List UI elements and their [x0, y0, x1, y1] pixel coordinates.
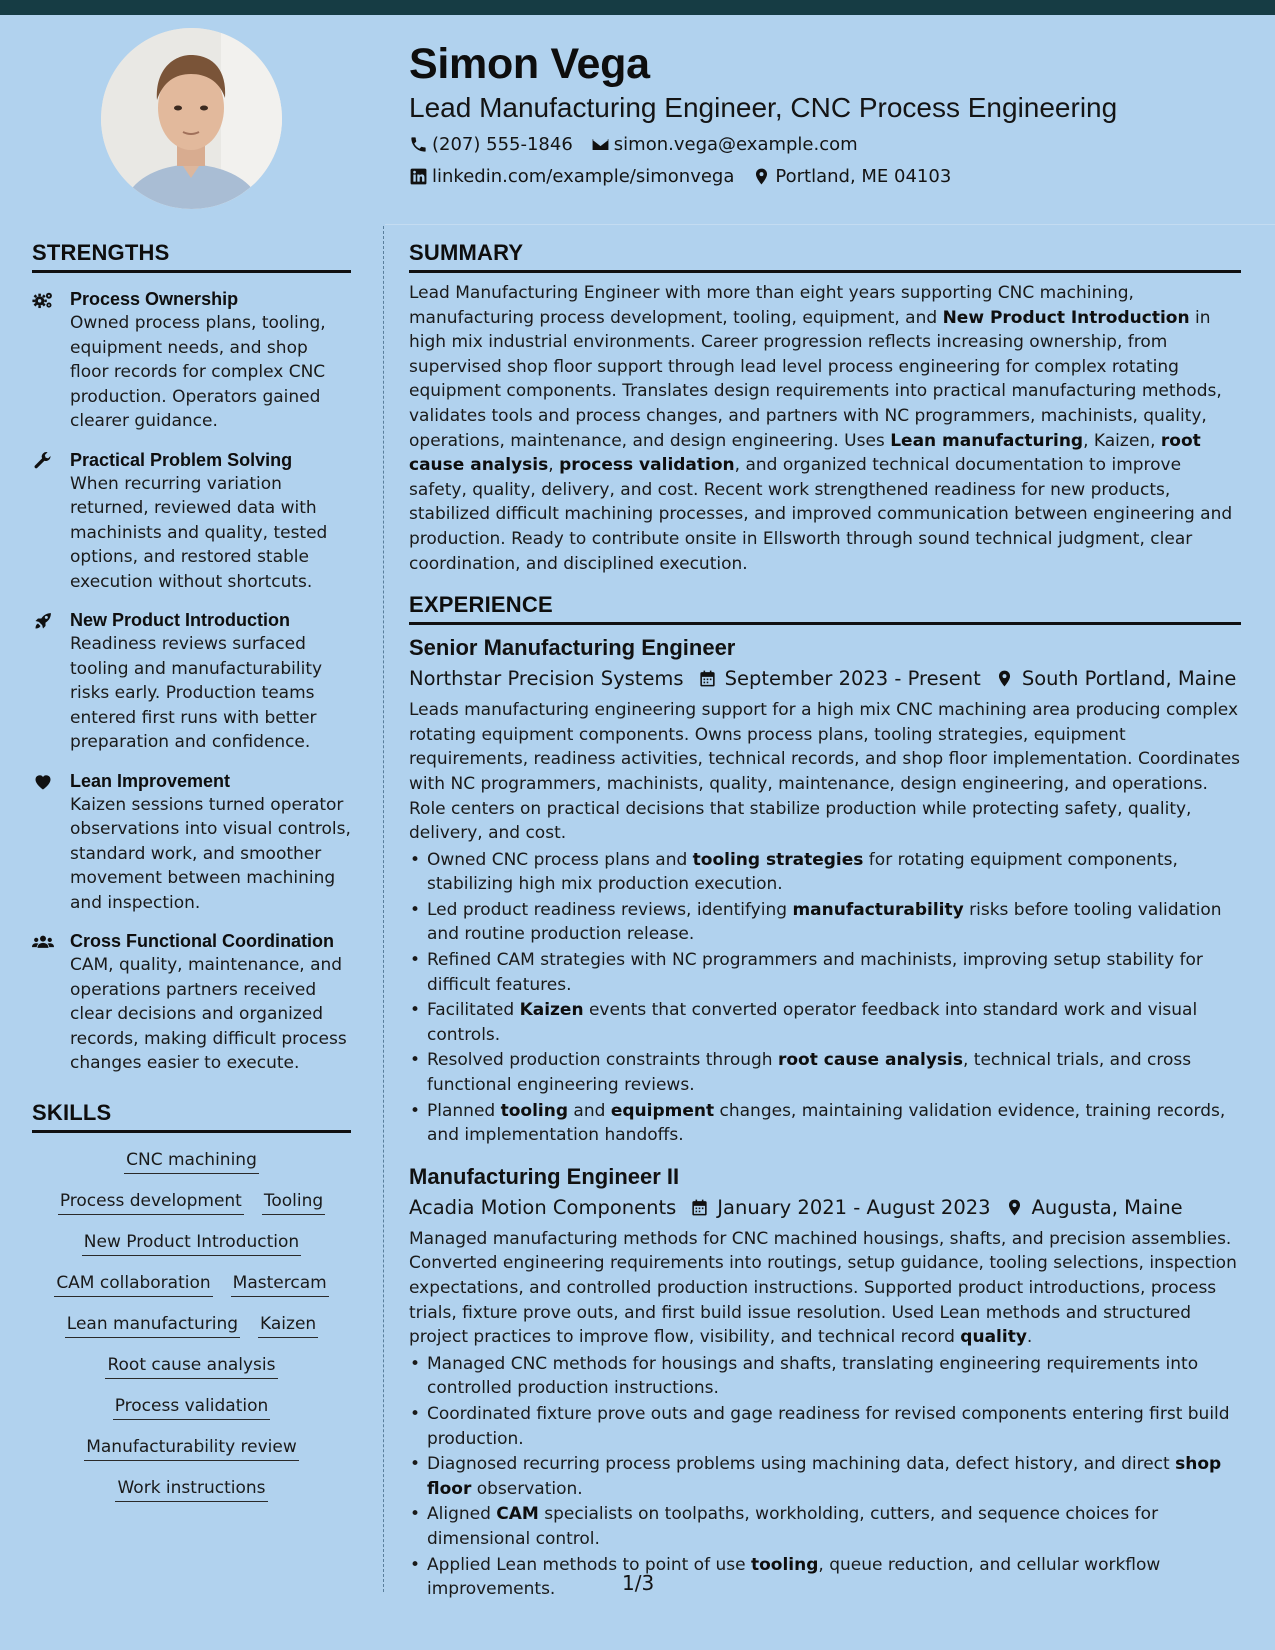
emphasis-text: root cause analysis [777, 1050, 963, 1071]
emphasis-text: tooling [750, 1554, 819, 1575]
job-dates [690, 1196, 990, 1219]
skills-list [32, 1147, 351, 1502]
heart-icon [32, 772, 54, 792]
bullet-item [409, 1402, 1241, 1451]
linkedin-icon [409, 167, 428, 186]
text-run: specialists on toolpaths, workholding, cutters, and sequence choices for dimensional control. [427, 1504, 1159, 1549]
text-run: observation. [471, 1478, 583, 1499]
bullet-item [409, 998, 1241, 1047]
skill-tag: Lean manufacturing [65, 1311, 240, 1338]
skill-tag: Manufacturability review [84, 1434, 299, 1461]
envelope-icon [591, 135, 610, 154]
header-divider [385, 224, 1275, 225]
text-run: Coordinated fixture prove outs and gage readiness for revised components entering first build production. [427, 1403, 1230, 1449]
text-run: Planned [427, 1100, 501, 1121]
map-pin-icon [752, 167, 771, 186]
text-run: Managed CNC methods for housings and shafts, translating engineering requirements into controlled production instructions. [427, 1353, 1199, 1399]
bullet-item [409, 948, 1241, 997]
emphasis-text: tooling [500, 1100, 569, 1121]
skill-row [32, 1434, 351, 1461]
text-run: , and organized technical documentation to improve safety, quality, delivery, and cost. Recent work strengthened readiness for new products, stabilized difficult machining processes, and improved communication between engineering and production. Ready to contribute onsite in Ellsworth through sound technical judgment, clear coordination, and disciplined execution. [409, 455, 1233, 574]
company-name: Northstar Precision Systems [409, 667, 684, 691]
strength-description: When recurring variation returned, reviewed data with machinists and quality, tested options, and restored stable execution without shortcuts. [70, 473, 328, 592]
users-icon [32, 932, 54, 952]
skill-tag: Work instructions [115, 1475, 267, 1502]
map-pin-icon [1005, 1198, 1024, 1217]
strength-item [32, 929, 351, 1076]
emphasis-text: CAM [496, 1504, 539, 1525]
emphasis-text: process validation [559, 455, 735, 476]
text-run: , queue reduction, and cellular workflow improvements. [427, 1554, 1161, 1600]
text-run: risks before tooling validation and routine production release. [427, 899, 1222, 945]
strength-title: New Product Introduction [70, 610, 290, 630]
skill-tag: New Product Introduction [82, 1229, 301, 1256]
text-run: Aligned [427, 1504, 497, 1525]
text-run: changes, maintaining validation evidence, training records, and implementation handoffs. [427, 1100, 1226, 1146]
strength-description: Readiness reviews surfaced tooling and manufacturability risks early. Production teams entered first runs with better preparation and confidence. [70, 634, 323, 752]
strength-description: CAM, quality, maintenance, and operations partners received clear decisions and organized records, making difficult process changes easier to execute. [70, 955, 347, 1073]
job-description [409, 698, 1241, 846]
skill-tag: Process validation [113, 1393, 271, 1420]
emphasis-text: tooling strategies [692, 849, 864, 870]
strength-item [32, 608, 351, 755]
job-description [409, 1227, 1241, 1350]
skill-tag: CAM collaboration [54, 1270, 212, 1297]
job-bullets [409, 848, 1241, 1148]
emphasis-text: manufacturability [792, 899, 964, 920]
strength-title: Process Ownership [70, 289, 239, 309]
email-text: simon.vega@example.com [613, 134, 858, 155]
text-run: events that converted operator feedback into standard work and visual controls. [427, 1000, 1198, 1045]
skill-tag: Tooling [262, 1188, 325, 1215]
page-indicator: 1/3 [622, 1571, 655, 1595]
skill-row [32, 1147, 351, 1174]
linkedin-contact[interactable] [409, 166, 734, 187]
phone-text: (207) 555-1846 [432, 134, 573, 155]
skill-tag: Kaizen [258, 1311, 318, 1338]
text-run: , [548, 455, 560, 476]
text-run: Lead Manufacturing Engineer with more than eight years supporting CNC machining, manufacturing process development, tooling, equipment, and [409, 283, 1134, 328]
sidebar [32, 240, 351, 1502]
job-location [995, 667, 1237, 690]
emphasis-text: root cause analysis [409, 430, 1201, 476]
rocket-icon [32, 611, 54, 631]
company-name: Acadia Motion Components [409, 1195, 677, 1219]
skill-row [32, 1352, 351, 1379]
strength-item [32, 287, 351, 434]
skill-row [32, 1311, 351, 1338]
column-divider [383, 226, 384, 1592]
profile-photo [101, 28, 282, 209]
wrench-icon [32, 451, 54, 471]
job-dates-text: September 2023 - Present [724, 667, 981, 691]
text-run: Leads manufacturing engineering support for a high mix CNC machining area producing complex rotating equipment components. Owns process plans, tooling strategies, equipment requirements, readiness activities, technical records, and shop floor implementation. Coordinates with NC programmers, machinists, quality, maintenance, design engineering, and operations. Role centers on practical decisions that stabilize production while protecting safety, quality, delivery, and cost. [409, 700, 1241, 844]
strength-item [32, 448, 351, 595]
skill-tag: Root cause analysis [105, 1352, 277, 1379]
text-run: Refined CAM strategies with NC programmers and machinists, improving setup stability for difficult features. [427, 950, 1203, 995]
text-run: Applied Lean methods to point of use [427, 1554, 751, 1575]
emphasis-text: Kaizen [519, 1000, 584, 1021]
portrait-image [101, 28, 282, 209]
skill-row [32, 1475, 351, 1502]
strength-description: Owned process plans, tooling, equipment needs, and shop floor records for complex CNC production. Operators gained clearer guidance. [70, 313, 326, 431]
skills-heading: SKILLS [32, 1100, 351, 1133]
job-meta [409, 667, 1241, 690]
main-content [409, 240, 1241, 1602]
emphasis-text: equipment [610, 1100, 715, 1121]
phone-icon [409, 135, 428, 154]
text-run: for rotating equipment components, stabilizing high mix production execution. [427, 849, 1178, 895]
job-meta [409, 1196, 1241, 1219]
skill-row [32, 1270, 351, 1297]
email-contact[interactable] [591, 134, 858, 155]
skill-row [32, 1393, 351, 1420]
strength-description: Kaizen sessions turned operator observations into visual controls, standard work, and smoother movement between machining and inspection. [70, 794, 351, 913]
job-location [1005, 1196, 1183, 1219]
text-run: Led product readiness reviews, identifying [427, 899, 793, 920]
top-accent-bar [0, 0, 1275, 15]
calendar-icon [690, 1198, 709, 1217]
job-title: Senior Manufacturing Engineer [409, 635, 736, 661]
job-title: Manufacturing Engineer II [409, 1163, 680, 1189]
job-entry [409, 1164, 1241, 1602]
location-text: Portland, ME 04103 [775, 166, 952, 187]
map-pin-icon [995, 669, 1014, 688]
skill-tag: Process development [58, 1188, 244, 1215]
job-location-text: South Portland, Maine [1021, 667, 1237, 691]
phone-contact[interactable] [409, 134, 573, 155]
text-run: Facilitated [427, 1000, 520, 1021]
text-run: and [568, 1100, 611, 1121]
strength-title: Practical Problem Solving [70, 449, 293, 470]
bullet-item [409, 1099, 1241, 1148]
candidate-headline: Lead Manufacturing Engineer, CNC Process Engineering [409, 92, 1118, 123]
contact-row-secondary [409, 166, 969, 187]
emphasis-text: Lean manufacturing [890, 430, 1084, 451]
text-run: in high mix industrial environments. Career progression reflects increasing ownership, from supervised shop floor support through lead level process engineering for complex rotating equipment components. Translates design requirements into practical manufacturing methods, validates tools and process changes, and partners with NC programmers, machinists, quality, operations, maintenance, and design engineering. Uses [409, 307, 1222, 451]
candidate-name: Simon Vega [409, 40, 650, 88]
strength-title: Lean Improvement [70, 770, 231, 791]
job-dates [698, 667, 981, 690]
strengths-heading: STRENGTHS [32, 240, 351, 273]
gears-icon [32, 290, 54, 310]
skill-tag: CNC machining [124, 1147, 259, 1174]
strength-item [32, 769, 351, 916]
location-contact [752, 166, 951, 187]
strength-title: Cross Functional Coordination [70, 931, 334, 951]
job-bullets [409, 1352, 1241, 1602]
text-run: Resolved production constraints through [427, 1050, 778, 1071]
bullet-item [409, 898, 1241, 947]
summary-heading: SUMMARY [409, 240, 1241, 273]
calendar-icon [698, 669, 717, 688]
text-run: . [1026, 1327, 1033, 1348]
bullet-item [409, 1553, 1241, 1602]
skill-row [32, 1188, 351, 1215]
emphasis-text: quality [960, 1327, 1027, 1348]
text-run: Diagnosed recurring process problems using machining data, defect history, and direct [427, 1454, 1176, 1475]
text-run: , Kaizen, [1083, 430, 1161, 451]
job-dates-text: January 2021 - August 2023 [717, 1195, 991, 1219]
job-entry [409, 635, 1241, 1148]
bullet-item [409, 848, 1241, 897]
bullet-item [409, 1352, 1241, 1401]
bullet-item [409, 1452, 1241, 1501]
text-run: Owned CNC process plans and [427, 849, 693, 870]
bullet-item [409, 1502, 1241, 1551]
contact-row-primary [409, 134, 876, 155]
text-run: , technical trials, and cross functional engineering reviews. [427, 1050, 1192, 1096]
emphasis-text: New Product Introduction [942, 307, 1190, 328]
skill-row [32, 1229, 351, 1256]
emphasis-text: shop floor [427, 1454, 1222, 1499]
linkedin-text: linkedin.com/example/simonvega [432, 166, 735, 187]
bullet-item [409, 1048, 1241, 1097]
job-location-text: Augusta, Maine [1031, 1195, 1183, 1219]
summary-text [409, 281, 1241, 576]
text-run: Managed manufacturing methods for CNC machined housings, shafts, and precision assemblies. Converted engineering requirements into routings, setup guidance, tooling selections, inspection expectations, and controlled production instructions. Supported product introductions, process trials, fixture prove outs, and first build issue resolution. Used Lean methods and structured project practices to improve flow, visibility, and technical record [409, 1228, 1237, 1348]
skill-tag: Mastercam [231, 1270, 329, 1297]
experience-heading: EXPERIENCE [409, 592, 1241, 625]
